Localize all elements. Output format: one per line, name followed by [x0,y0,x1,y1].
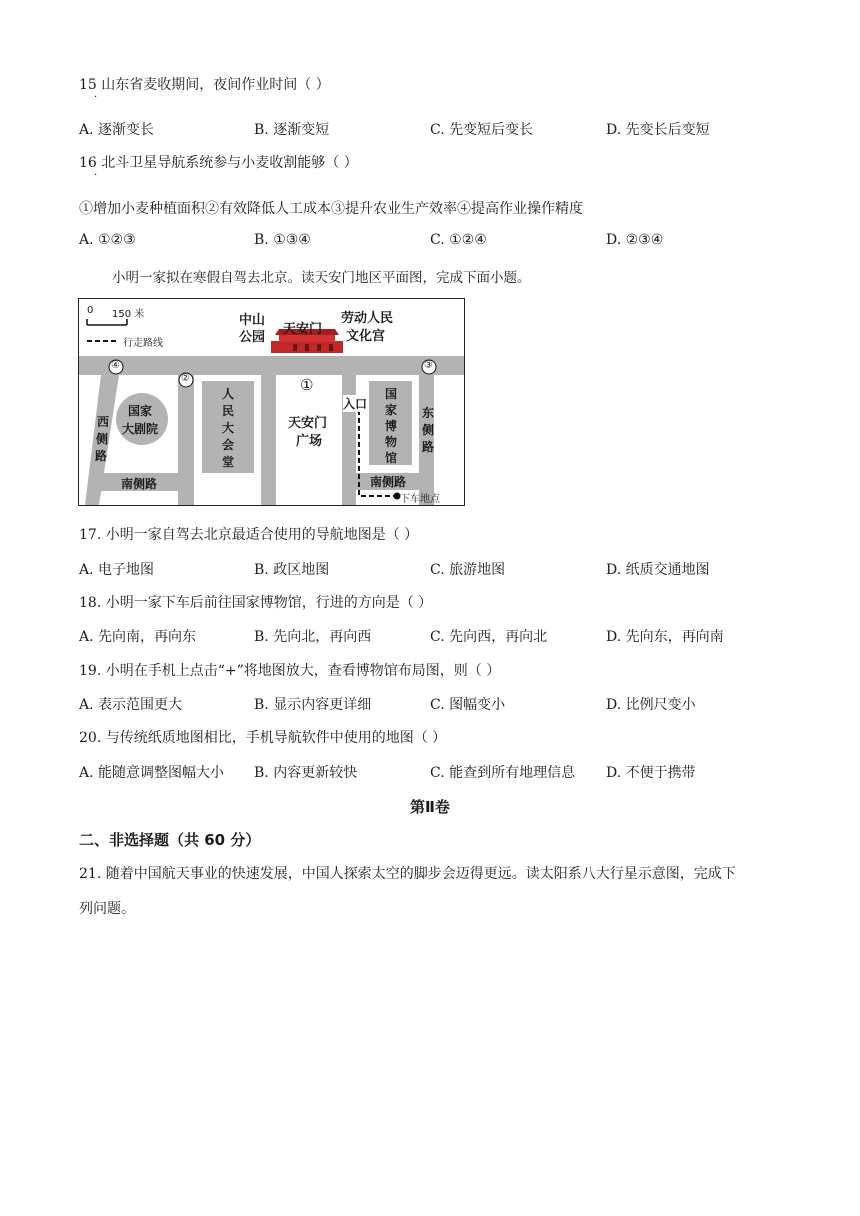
q15-option-a: A. 逐渐变长 [79,122,155,138]
road-middle [261,375,276,505]
q19-option-a: A. 表示范围更大 [79,697,183,713]
q16-stem: 16 北斗卫星导航系统参与小麦收割能够（ ） [79,155,358,171]
q17-option-a: A. 电子地图 [79,562,155,578]
entrance-label: 入口 [343,397,368,411]
square-l2: 广场 [296,434,323,449]
west-road-c1: 西 [97,415,110,429]
grand-theatre-shape [116,393,168,445]
mark-1: ① [300,376,314,394]
q21-stem-line1: 21. 随着中国航天事业的快速发展，中国人探索太空的脚步会迈得更远。读太阳系八大行星示意图，完成下 [79,866,736,882]
south-road-east-label: 南侧路 [370,475,407,489]
museum-c3: 博 [385,419,398,433]
museum-c1: 国 [385,387,398,401]
map-intro: 小明一家拟在寒假自驾去北京。读天安门地区平面图，完成下面小题。 [112,270,531,286]
q19-option-c: C. 图幅变小 [430,697,506,713]
museum-c5: 馆 [385,451,398,465]
section-2-title: 二、非选择题（共 60 分） [79,831,261,849]
great-hall-c1: 人 [222,387,235,401]
q16-option-c: C. ①②④ [430,232,487,248]
east-road-c2: 侧 [422,423,435,437]
labor-palace-l1: 劳动人民 [341,311,394,326]
q20-option-b: B. 内容更新较快 [254,765,358,781]
great-hall-c3: 大 [222,421,235,435]
q19-option-b: B. 显示内容更详细 [254,697,372,713]
q18-option-d: D. 先向东，再向南 [606,629,724,645]
q16-option-b: B. ①③④ [254,232,311,248]
mark-2: ② [181,373,190,384]
great-hall-c4: 会 [222,438,235,452]
grand-theatre-l1: 国家 [128,404,153,418]
mark-4: ④ [111,360,120,371]
q17-option-c: C. 旅游地图 [430,562,506,578]
q20-option-d: D. 不便于携带 [606,765,696,781]
scale-zero: 0 [87,305,94,316]
q16-statements: ①增加小麦种植面积②有效降低人工成本③提升农业生产效率④提高作业操作精度 [79,201,583,217]
q18-stem: 18. 小明一家下车后前往国家博物馆，行进的方向是（ ） [79,595,433,611]
west-road-c2: 侧 [96,432,109,446]
museum-c4: 物 [385,435,398,449]
q15-stem: 15 山东省麦收期间，夜间作业时间（ ） [79,77,330,93]
q17-stem: 17. 小明一家自驾去北京最适合使用的导航地图是（ ） [79,527,419,543]
q15-option-b: B. 逐渐变短 [254,122,330,138]
q20-option-c: C. 能查到所有地理信息 [430,765,576,781]
q20-stem: 20. 与传统纸质地图相比，手机导航软件中使用的地图（ ） [79,730,447,746]
tiananmen-area-map [78,298,465,506]
q17-option-b: B. 政区地图 [254,562,330,578]
east-road-c1: 东 [422,406,435,420]
tiananmen-label: 天安门 [283,322,323,337]
dropoff-label: 下车地点 [400,494,440,505]
zhongshan-park-l2: 公园 [239,330,266,345]
q16-option-d: D. ②③④ [606,232,664,248]
q21-stem-line2: 列问题。 [79,901,135,917]
labor-palace-l2: 文化宫 [346,329,386,344]
q19-stem: 19. 小明在手机上点击“+”将地图放大，查看博物馆布局图，则（ ） [79,663,501,679]
q20-option-a: A. 能随意调整图幅大小 [79,765,225,781]
south-road-west-label: 南侧路 [121,477,158,491]
square-l1: 天安门 [288,416,328,431]
q18-option-b: B. 先向北，再向西 [254,629,372,645]
volume-title: 第Ⅱ卷 [410,798,450,816]
zhongshan-park-l1: 中山 [239,313,266,328]
west-road-c3: 路 [95,449,108,463]
q16-option-a: A. ①②③ [79,232,136,248]
q18-option-c: C. 先向西，再向北 [430,629,548,645]
legend-route-label: 行走路线 [123,338,163,349]
great-hall-c2: 民 [222,404,235,418]
museum-c2: 家 [385,403,398,417]
q19-option-d: D. 比例尺变小 [606,697,696,713]
q15-option-c: C. 先变短后变长 [430,122,534,138]
q15-option-d: D. 先变长后变短 [606,122,710,138]
mark-3: ③ [424,360,433,371]
east-road-c3: 路 [422,440,435,454]
q18-option-a: A. 先向南，再向东 [79,629,197,645]
road-2 [178,375,194,505]
scale-label: 150 米 [112,309,145,320]
main-road [79,356,464,375]
great-hall-c5: 堂 [222,455,235,469]
grand-theatre-l2: 大剧院 [122,422,159,436]
q17-option-d: D. 纸质交通地图 [606,562,710,578]
